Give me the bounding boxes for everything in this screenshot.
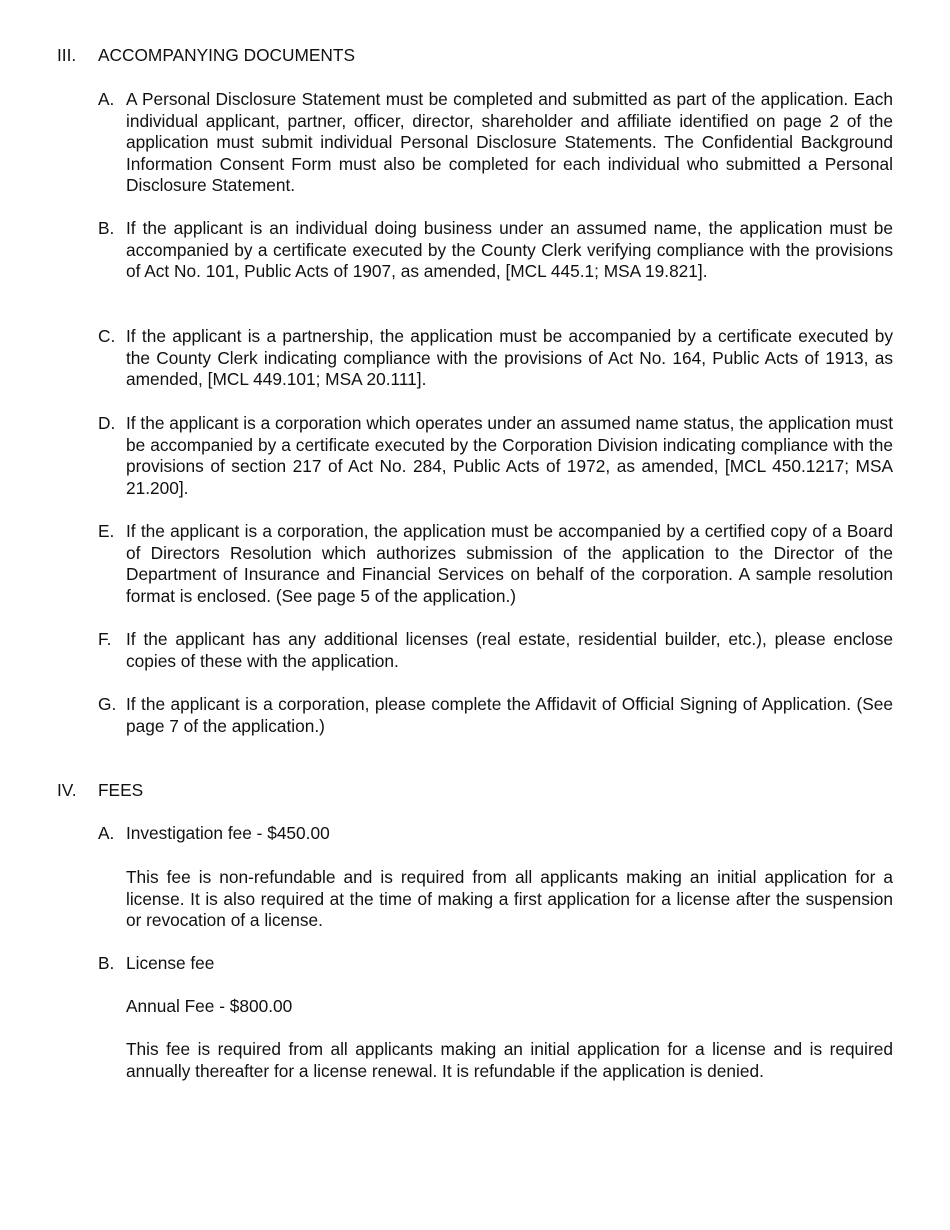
item-letter: A. bbox=[98, 89, 115, 109]
section-title: FEES bbox=[98, 780, 144, 800]
list-item-d bbox=[98, 413, 893, 499]
list-item-a bbox=[98, 89, 893, 197]
list-item-f bbox=[98, 629, 893, 672]
item-letter: A. bbox=[98, 823, 115, 843]
section-number: III. bbox=[57, 45, 77, 65]
item-letter: D. bbox=[98, 413, 116, 433]
list-item-c bbox=[98, 326, 893, 391]
item-letter: F. bbox=[98, 629, 112, 649]
license-fee-description: This fee is required from all applicants making an initial application for a license and is required annually thereafter for a license renewal. It is refundable if the application is denied. bbox=[126, 1039, 893, 1081]
section-number: IV. bbox=[57, 780, 77, 800]
item-letter: C. bbox=[98, 326, 116, 346]
item-text: If the applicant is a partnership, the application must be accompanied by a certificate executed by the County Clerk indicating compliance with the provisions of Act No. 164, Public Acts of 1913, as amended, [MCL 449.101; MSA 20.111]. bbox=[126, 326, 893, 390]
fee-label: License fee bbox=[126, 953, 215, 973]
section-heading-fees bbox=[57, 780, 893, 802]
item-letter: G. bbox=[98, 694, 117, 714]
item-text: If the applicant is a corporation which operates under an assumed name status, the application must be accompanied by a certificate executed by the Corporation Division indicating compliance with the provisions of section 217 of Act No. 284, Public Acts of 1972, as amended, [MCL 450.1217; MSA 21.200]. bbox=[126, 413, 893, 498]
item-text: A Personal Disclosure Statement must be completed and submitted as part of the application. Each individual applicant, partner, officer, director, shareholder and affiliate identified on page 2 of the application must submit individual Personal Disclosure Statements. The Confidential Background Information Consent Form must also be completed for each individual who submitted a Personal Disclosure Statement. bbox=[126, 89, 893, 196]
item-text: If the applicant is a corporation, the application must be accompanied by a certified copy of a Board of Directors Resolution which authorizes submission of the application to the Director of the Department of Insurance and Financial Services on behalf of the corporation. A sample resolution format is enclosed. (See page 5 of the application.) bbox=[126, 521, 893, 606]
fee-item-license bbox=[98, 953, 893, 975]
item-text: If the applicant has any additional licenses (real estate, residential builder, etc.), please enclose copies of these with the application. bbox=[126, 629, 893, 671]
fee-label: Investigation fee - $450.00 bbox=[126, 823, 330, 843]
item-letter: B. bbox=[98, 218, 115, 238]
section-title: ACCOMPANYING DOCUMENTS bbox=[98, 45, 355, 65]
list-item-e bbox=[98, 521, 893, 607]
annual-fee-line: Annual Fee - $800.00 bbox=[126, 996, 293, 1016]
list-item-g bbox=[98, 694, 893, 737]
item-letter: E. bbox=[98, 521, 115, 541]
list-item-b bbox=[98, 218, 893, 283]
section-heading-accompanying-documents bbox=[57, 45, 893, 67]
item-text: If the applicant is a corporation, please complete the Affidavit of Official Signing of Application. (See page 7 of the application.) bbox=[126, 694, 893, 736]
fee-item-investigation bbox=[98, 823, 893, 845]
investigation-fee-description: This fee is non-refundable and is required from all applicants making an initial application for a license. It is also required at the time of making a first application for a license after the suspension or revocation of a license. bbox=[126, 867, 893, 931]
item-letter: B. bbox=[98, 953, 115, 973]
item-text: If the applicant is an individual doing business under an assumed name, the application must be accompanied by a certificate executed by the County Clerk verifying compliance with the provisions of Act No. 101, Public Acts of 1907, as amended, [MCL 445.1; MSA 19.821]. bbox=[126, 218, 893, 282]
